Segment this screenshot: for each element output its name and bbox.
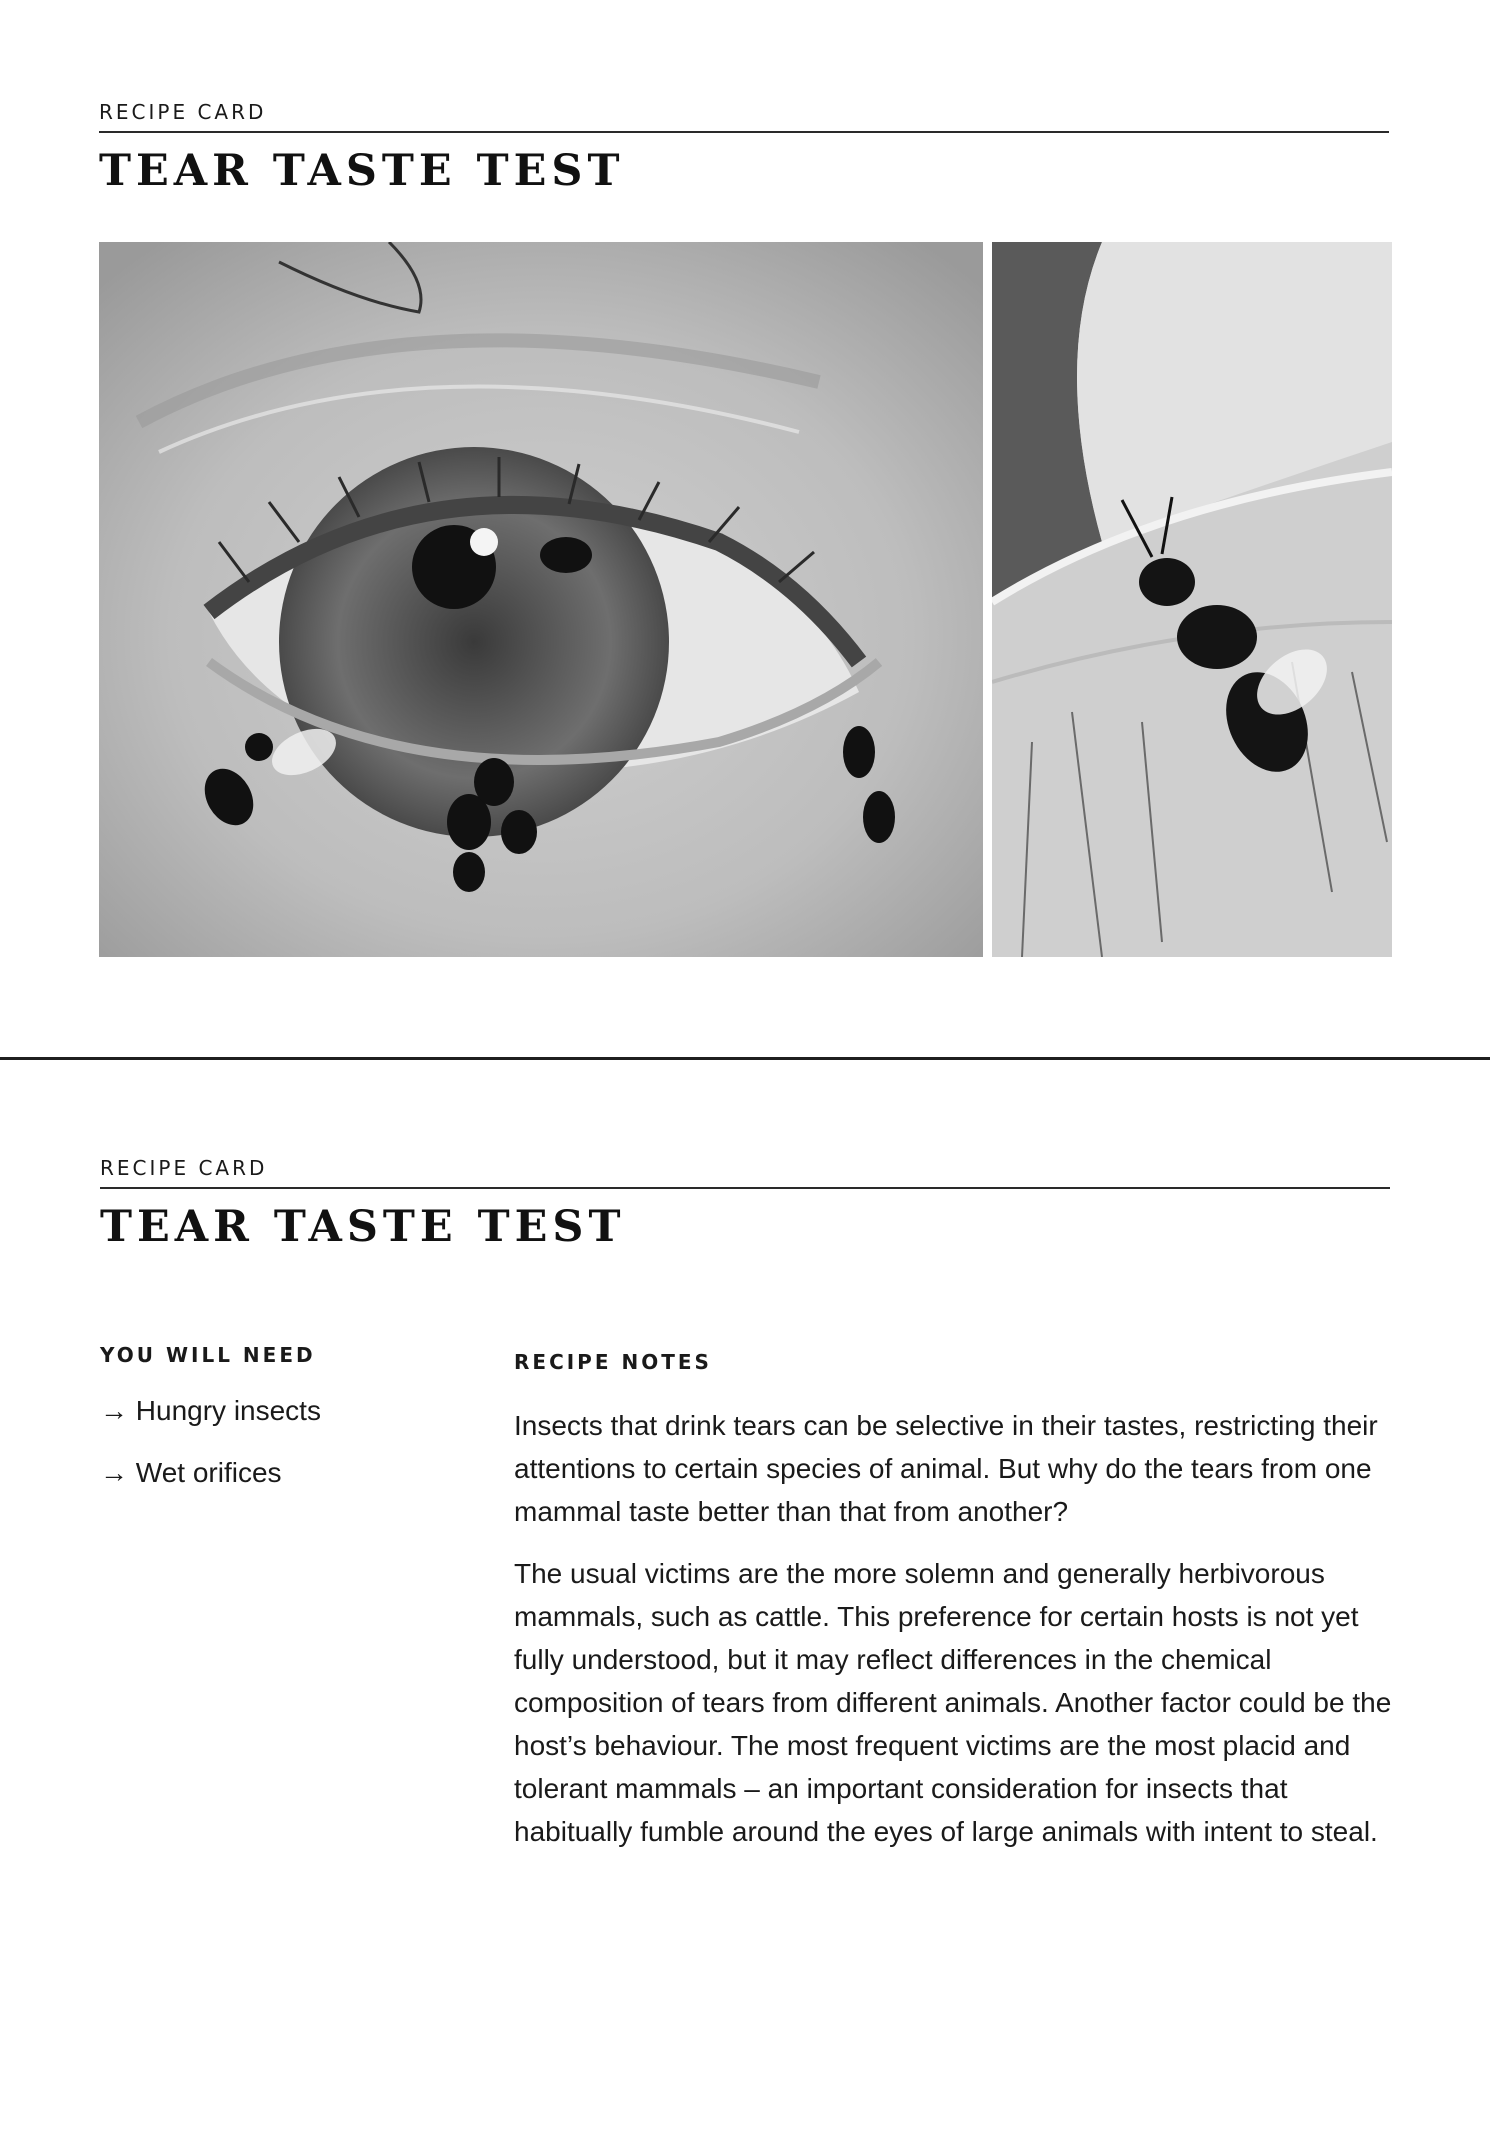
recipe-card-top <box>0 0 1500 1060</box>
list-item: → Wet orifices <box>100 1457 282 1488</box>
notes-paragraph: The usual victims are the more solemn and generally herbivorous mammals, such as cattle. This preference for certain hosts is not yet fully understood, but it may reflect differences in the chemical composition of tears from different animals. Another factor could be the host’s behaviour. The most frequent victims are the most placid and tolerant mammals – an important consideration for insects that habitually fumble around the eyes of large animals with intent to steal. <box>514 1558 1392 1847</box>
notes-paragraph: Insects that drink tears can be selective in their tastes, restricting their attentions to certain species of animal. But why do the tears from one mammal taste better than that from another? <box>514 1410 1378 1527</box>
card-title: TEAR TASTE TEST <box>100 1202 626 1252</box>
header-rule <box>100 1187 1390 1189</box>
bee-close-up-photo <box>992 242 1392 957</box>
recipe-notes-heading: RECIPE NOTES <box>514 1350 712 1374</box>
you-will-need-heading: YOU WILL NEED <box>100 1343 316 1367</box>
ingredients-list <box>100 1394 321 1518</box>
header-rule <box>99 131 1389 133</box>
eye-with-bees-photo <box>99 242 983 957</box>
card-title: TEAR TASTE TEST <box>99 146 625 196</box>
card-divider <box>0 1057 1490 1060</box>
bee-photo-illustration <box>992 242 1392 957</box>
card-eyebrow: RECIPE CARD <box>100 1156 268 1180</box>
card-eyebrow: RECIPE CARD <box>99 100 267 124</box>
recipe-notes-body <box>514 1404 1394 1872</box>
eye-photo-illustration <box>99 242 983 957</box>
list-item: → Hungry insects <box>100 1395 321 1426</box>
